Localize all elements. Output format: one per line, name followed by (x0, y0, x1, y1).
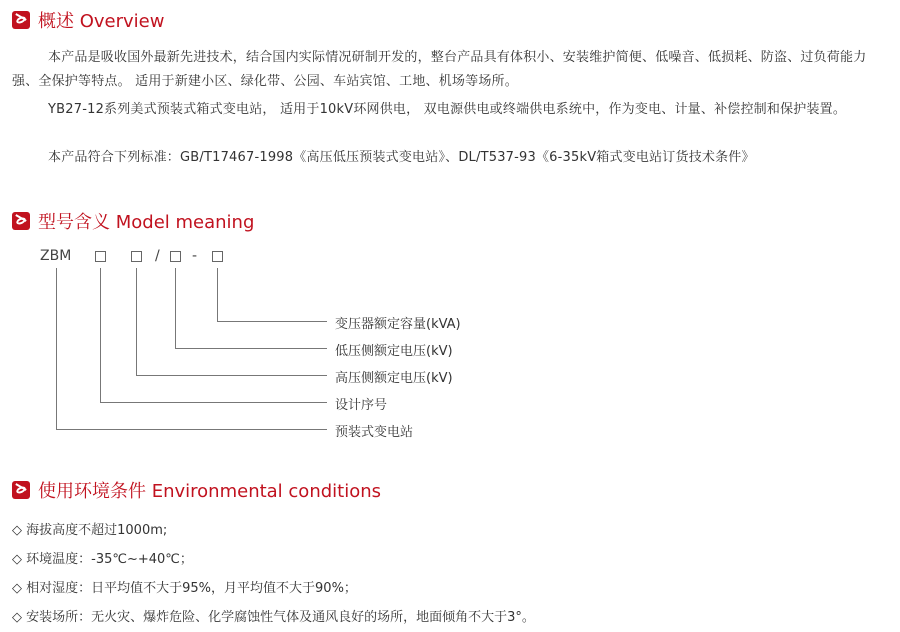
connector-line-capacity-horizontal (217, 321, 327, 322)
model-slash: / (155, 248, 160, 264)
connector-line-high-voltage-vertical (136, 268, 137, 376)
condition-altitude: ◇ 海拔高度不超过1000m; (12, 523, 168, 538)
model-dash: - (192, 248, 198, 264)
connector-line-prefix-horizontal (56, 429, 327, 430)
placeholder-box-high-voltage (131, 251, 142, 262)
placeholder-box-capacity (212, 251, 223, 262)
model-item-low-voltage: 低压侧额定电压(kV) (335, 344, 453, 359)
section-bullet-icon (12, 212, 30, 230)
condition-temperature: ◇ 环境温度：-35℃~+40℃； (12, 552, 193, 567)
overview-title: 概述 Overview (38, 11, 165, 32)
section-bullet-icon (12, 481, 30, 499)
model-heading (12, 210, 254, 232)
model-item-design-number: 设计序号 (335, 398, 388, 413)
overview-paragraph-3: 本产品符合下列标准：GB/T17467-1998《高压低压预装式变电站》、DL/T537-93《6-35kV箱式变电站订货技术条件》 (48, 150, 755, 165)
environment-title: 使用环境条件 Environmental conditions (38, 481, 382, 502)
placeholder-box-low-voltage (170, 251, 181, 262)
connector-line-prefix-vertical (56, 268, 57, 430)
overview-heading (12, 9, 164, 31)
model-prefix: ZBM (40, 248, 72, 264)
model-title: 型号含义 Model meaning (38, 212, 255, 233)
overview-paragraph-1: 本产品是吸收国外最新先进技术，结合国内实际情况研制开发的，整台产品具有体积小、安装维护简便、低噪音、低损耗、防盗、过负荷能力强、全保护等特点。 适用于新建小区、绿化带、公园、车站宾馆、工地、机场等场所。 (12, 50, 867, 89)
connector-line-low-voltage-vertical (175, 268, 176, 349)
model-item-prefabricated-substation: 预装式变电站 (335, 425, 414, 440)
section-bullet-icon (12, 11, 30, 29)
connector-line-capacity-vertical (217, 268, 218, 322)
condition-humidity: ◇ 相对湿度：日平均值不大于95%，月平均值不大于90%； (12, 581, 357, 596)
overview-paragraph-2: YB27-12系列美式预装式箱式变电站， 适用于10kV环网供电， 双电源供电或终端供电系统中，作为变电、计量、补偿控制和保护装置。 (48, 102, 847, 117)
environment-heading (12, 479, 381, 501)
placeholder-box-design-number (95, 251, 106, 262)
condition-installation-site: ◇ 安装场所：无火灾、爆炸危险、化学腐蚀性气体及通风良好的场所，地面倾角不大于3°。 (12, 610, 535, 625)
connector-line-low-voltage-horizontal (175, 348, 327, 349)
connector-line-design-number-horizontal (100, 402, 327, 403)
connector-line-design-number-vertical (100, 268, 101, 403)
connector-line-high-voltage-horizontal (136, 375, 327, 376)
model-item-high-voltage: 高压侧额定电压(kV) (335, 371, 453, 386)
model-item-capacity: 变压器额定容量(kVA) (335, 317, 461, 332)
